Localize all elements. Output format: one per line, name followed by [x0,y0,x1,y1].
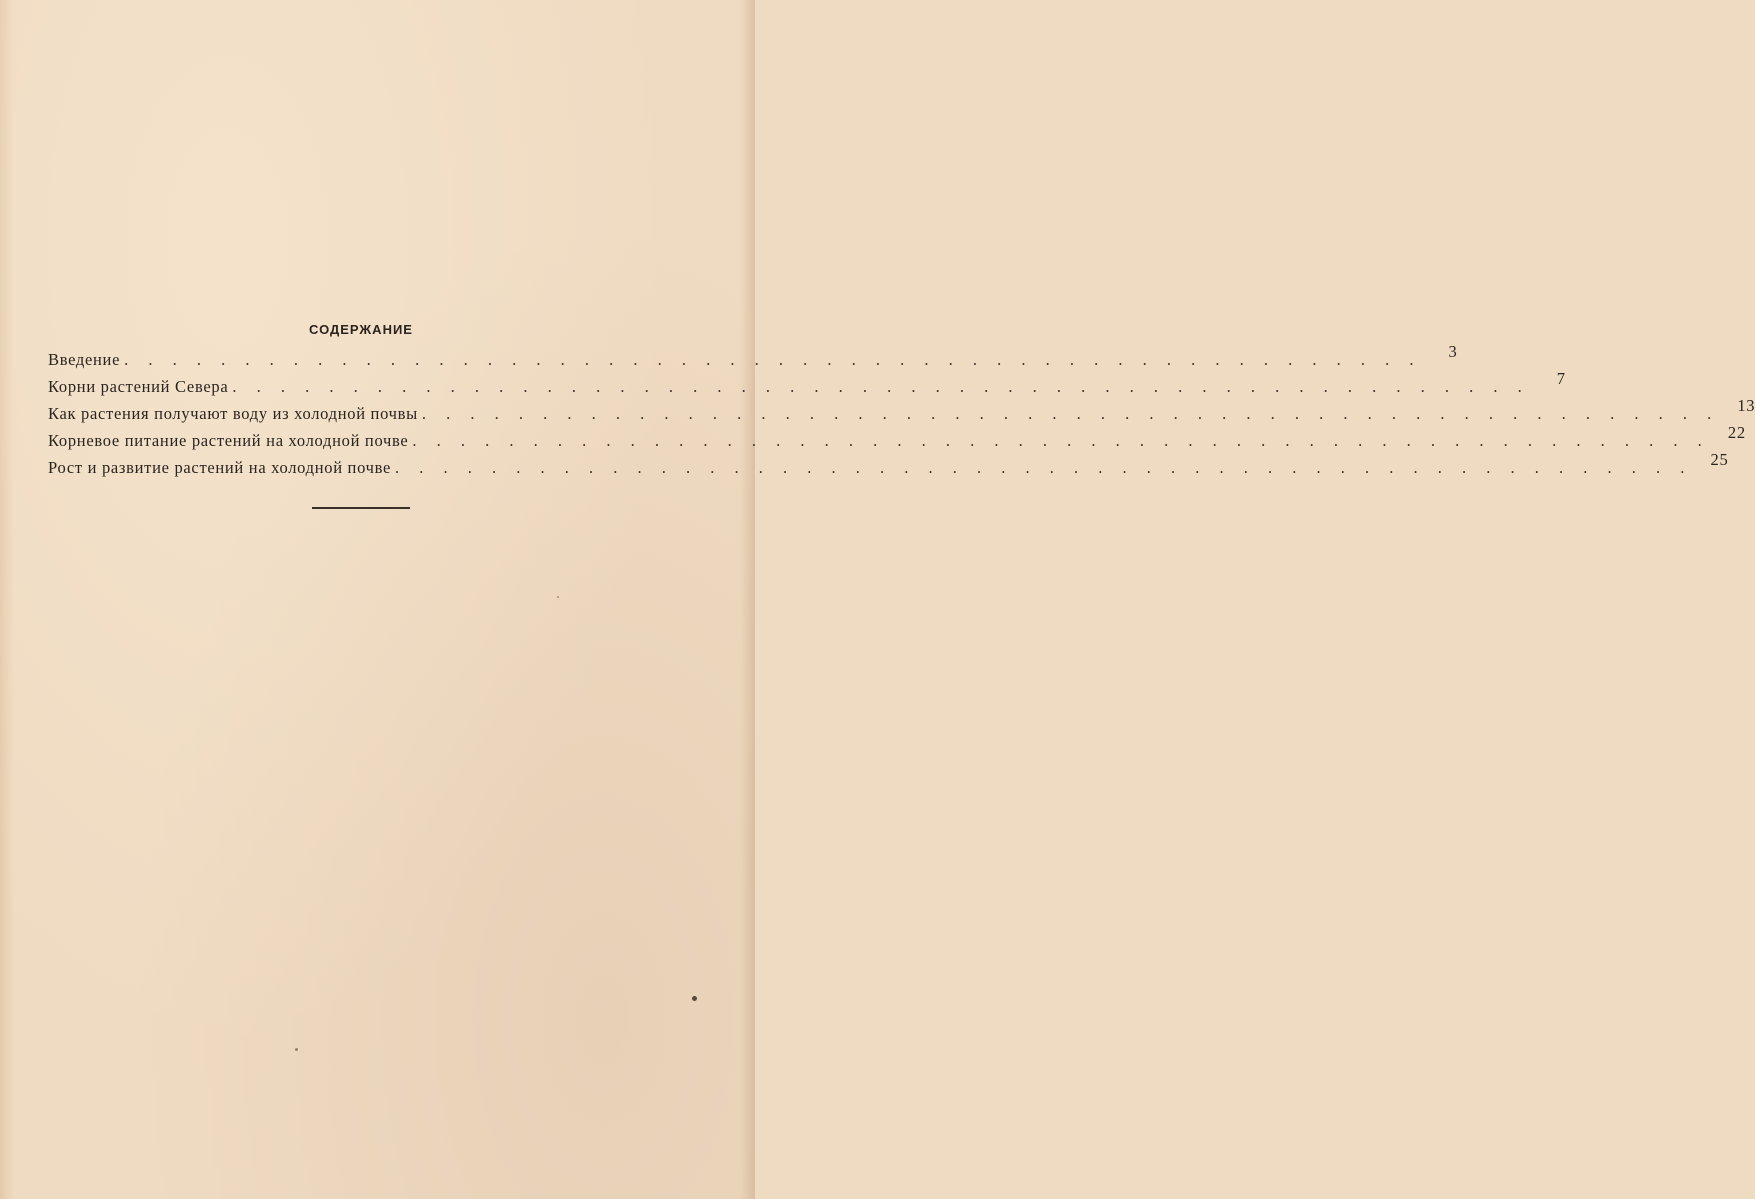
toc-entry-title: Как растения получают воду из холодной почвы [48,404,418,423]
paper-speck [692,996,697,1001]
toc-heading: СОДЕРЖАНИЕ [309,322,413,337]
toc-entry-title: Рост и развитие растений на холодной почве [48,458,392,477]
toc-entry-page: 7 [1556,369,1566,388]
toc-dot-leader: . . . . . . . . . . . . . . . . . . . . . . . . . . . . . . . . . . . . . . . . . . . . . . . . . . . . . . [421,404,1720,423]
toc-entry-page: 13 [1737,396,1755,415]
paper-speck [295,1048,298,1051]
toc-entry-roots [48,369,1566,403]
toc-entry-title: Корни растений Севера [48,377,229,396]
toc-entry-water [48,396,1755,430]
toc-entry-page: 22 [1727,423,1746,442]
toc-dot-leader: . . . . . . . . . . . . . . . . . . . . . . . . . . . . . . . . . . . . . . . . . . . . . . . . . . . . . . [232,377,1530,396]
closing-rule [312,507,410,509]
paper-speck [557,596,559,598]
toc-entry-title: Корневое питание растений на холодной почве [48,431,409,450]
toc-dot-leader: . . . . . . . . . . . . . . . . . . . . . . . . . . . . . . . . . . . . . . . . . . . . . . . . . . . . . . [412,431,1710,450]
toc-entry-growth [48,450,1729,484]
toc-entry-page: 3 [1448,342,1458,361]
toc-entry-page: 25 [1710,450,1729,469]
toc-entry-introduction [48,342,1458,376]
toc-entry-nutrition [48,423,1746,457]
toc-dot-leader: . . . . . . . . . . . . . . . . . . . . . . . . . . . . . . . . . . . . . . . . . . . . . . . . . . . . . . [124,350,1422,369]
toc-dot-leader: . . . . . . . . . . . . . . . . . . . . . . . . . . . . . . . . . . . . . . . . . . . . . . . . . . . . . . [395,458,1693,477]
toc-entry-title: Введение [48,350,121,369]
